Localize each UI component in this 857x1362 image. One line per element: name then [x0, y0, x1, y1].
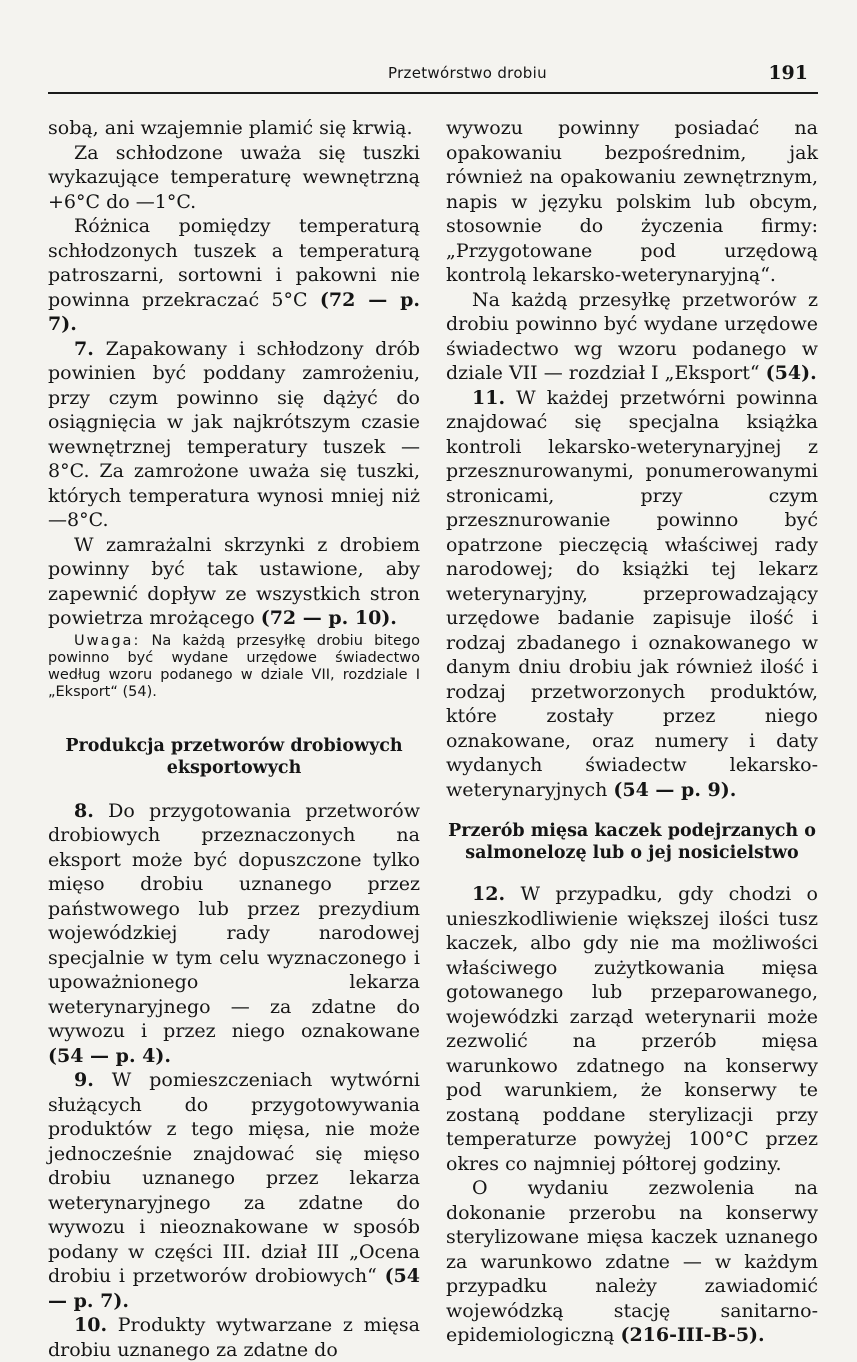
- right-column: [446, 116, 818, 1348]
- note-label: Uwaga:: [74, 632, 141, 649]
- paragraph-number: 7.: [74, 337, 94, 360]
- paragraph: Różnica pomiędzy temperaturą schłodzonych tuszek a temperaturą patroszarni, sortowni i pakowni nie powinna przekraczać 5°C (72 — p. 7).: [48, 215, 421, 335]
- paragraph-12: 12. W przypadku, gdy chodzi o unieszkodliwienie większej ilości tusz kaczek, albo gdy nie ma możliwości właściwego zużytkowania mięsa gotowanego lub przeparowanego, wojewódzki zarząd weterynarii może zezwolić na przerób mięsa warunkowo zdatnego na konserwy pod warunkiem, że konserwy te zostaną poddane sterylizacji przy temperaturze powyżej 100°C przez okres co najmniej półtorej godziny.: [446, 883, 818, 1175]
- paragraph-number: 8.: [74, 799, 94, 822]
- paragraph-7: 7. Zapakowany i schłodzony drób powinien być poddany zamrożeniu, przy czym powinno się dążyć do osiągnięcia w jak najkrótszym czasie wewnętrznej temperatury tuszek —8°C. Za zamrożone uważa się tuszki, których temperatura wynosi mniej niż —8°C.: [48, 337, 421, 531]
- paragraph-9: 9. W pomieszczeniach wytwórni służących do przygotowywania produktów z tego mięsa, nie może jednocześnie znajdować się mięso drobiu uznanego przez lekarza weterynaryjnego za zdatne do wywozu i nieoznakowane w sposób podany w części III. dział III „Ocena drobiu i przetworów drobiowych“ (54 — p. 7).: [48, 1069, 421, 1312]
- citation: (72 — p. 7).: [48, 288, 421, 335]
- paragraph-11: 11. W każdej przetwórni powinna znajdować się specjalna książka kontroli lekarsko-weterynaryjnej z przesznurowanymi, ponumerowanymi stronicami, przy czym przesznurowanie powinno być opatrzone pieczęcią właściwej rady narodowej; do książki tej lekarz weterynaryjny, przeprowadzający urzędowe badanie zapisuje ilość i rodzaj zbadanego i oznakowanego w danym dniu drobiu jak również ilość i rodzaj przetworzonych produktów, które zostały przez niego oznakowane, oraz numery i daty wydanych świadectw lekarsko-weterynaryjnych (54 — p. 9).: [446, 386, 818, 801]
- paragraph-number: 12.: [472, 883, 506, 905]
- paragraph: W zamrażalni skrzynki z drobiem powinny być tak ustawione, aby zapewnić dopływ ze wszystkich stron powietrza mrożącego (72 — p. 10).: [48, 533, 420, 629]
- paragraph: sobą, ani wzajemnie plamić się krwią.: [48, 117, 413, 139]
- paragraph-number: 9.: [74, 1069, 94, 1091]
- citation: (72 — p. 10).: [260, 607, 397, 629]
- left-column: [48, 116, 420, 1362]
- page-header: [48, 58, 818, 94]
- section-heading: Produkcja przetworów drobiowych eksportowych: [65, 735, 403, 778]
- paragraph: Za schłodzone uważa się tuszki wykazujące temperaturę wewnętrzną +6°C do —1°C.: [48, 141, 420, 213]
- note: Uwaga: Na każdą przesyłkę drobiu bitego powinno być wydane urzędowe świadectwo według wzoru podanego w dziale VII, rozdziale I „Eksport“ (54).: [48, 632, 420, 700]
- paragraph: wywozu powinny posiadać na opakowaniu bezpośrednim, jak również na opakowaniu zewnętrznym, napis w języku polskim lub obcym, stosownie do życzenia firmy: „Przygotowane pod urzędową kontrolą lekarsko-weterynaryjną“.: [446, 117, 818, 286]
- citation: (216-III-B-5).: [620, 1324, 765, 1346]
- running-title: Przetwórstwo drobiu: [388, 64, 547, 82]
- citation: (54 — p. 9).: [613, 778, 737, 801]
- paragraph-8: 8. Do przygotowania przetworów drobiowych przeznaczonych na eksport może być dopuszczone tylko mięso drobiu uznanego przez państwowego lub przez prezydium wojewódzkiej rady narodowej specjalnie w tym celu wyznaczonego i upoważnionego lekarza weterynaryjnego — za zdatne do wywozu i przez niego oznakowane (54 — p. 4).: [48, 799, 420, 1067]
- paragraph: O wydaniu zezwolenia na dokonanie przerobu na konserwy sterylizowane mięsa kaczek uznanego za warunkowo zdatne — w każdym przypadku należy zawiadomić wojewódzką stację sanitarno-epidemiologiczną (216-III-B-5).: [446, 1177, 818, 1346]
- paragraph-number: 10.: [74, 1314, 108, 1336]
- citation: (54 — p. 4).: [48, 1044, 171, 1067]
- paragraph: Na każdą przesyłkę przetworów z drobiu powinno być wydane urzędowe świadectwo wg wzoru podanego w dziale VII — rozdział I „Eksport“ (54).: [446, 288, 818, 384]
- citation: (54).: [765, 362, 817, 384]
- paragraph-number: 11.: [472, 386, 506, 409]
- paragraph-10: 10. Produkty wytwarzane z mięsa drobiu uznanego za zdatne do: [48, 1314, 420, 1361]
- citation: (54 — p. 7).: [48, 1265, 420, 1312]
- page-number: 191: [768, 62, 808, 84]
- section-heading: Przerób mięsa kaczek podejrzanych o salmonelozę lub o jej nosicielstwo: [448, 821, 816, 863]
